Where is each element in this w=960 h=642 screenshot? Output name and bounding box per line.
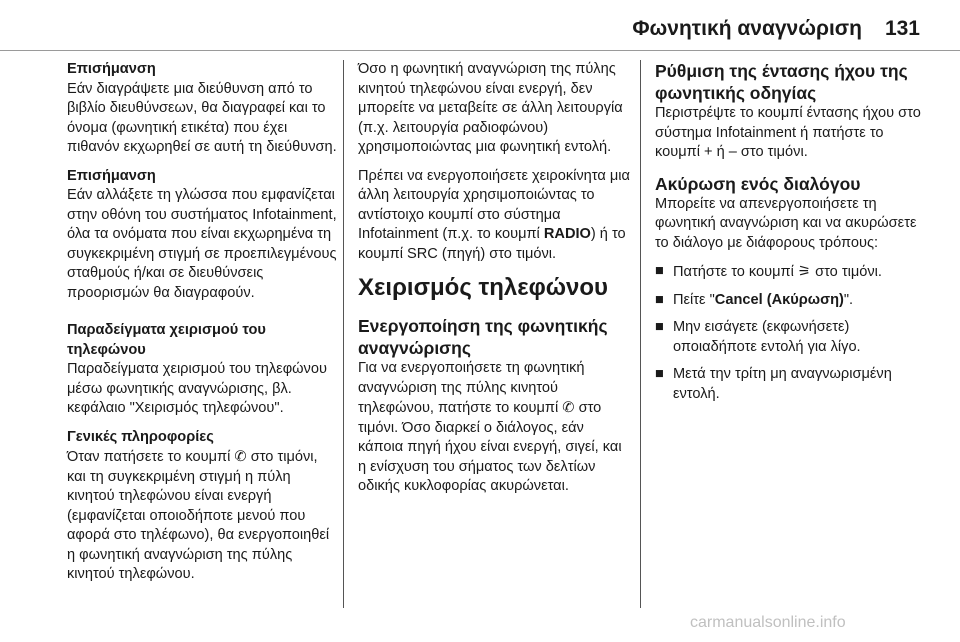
note-title: Επισήμανση xyxy=(67,61,156,77)
list-item: ■ Μετά την τρίτη μη αναγνωρισμένη εντολή. xyxy=(655,366,892,402)
voice-cancel-icon: ⚞ xyxy=(797,263,812,280)
note-title: Επισήμανση xyxy=(67,167,156,184)
cancel-heading: Ακύρωση ενός διαλόγου xyxy=(655,173,861,194)
page-title: Φωνητική αναγνώριση xyxy=(632,17,862,40)
watermark: carmanualsonline.info xyxy=(690,614,846,631)
section-title: Χειρισμός τηλεφώνου xyxy=(358,274,609,301)
volume-body: Περιστρέψτε το κουμπί έντασης ήχου στο σύστημα Infotainment ή πατήστε το κουμπί + ή – στο τιμόνι. xyxy=(655,105,921,160)
radio-button-label: RADIO xyxy=(543,226,591,242)
activation-heading: Ενεργοποίηση της φωνητικής αναγνώρισης xyxy=(358,316,608,358)
page-header xyxy=(0,0,960,50)
list-item: ■ Πατήστε το κουμπί ⚞ στο τιμόνι. xyxy=(655,263,882,280)
general-info-body: Όταν πατήσετε το κουμπί ✆ στο τιμόνι, και τη συγκεκριμένη στιγμή η πύλη κινητού τηλεφώνου είναι ενεργή (εμφανίζεται οποιοδήποτε μενού που αφορά στο τηλέφωνο), θα ενεργοποιηθεί η φωνητική αναγνώριση της πύλης κινητού τηλεφώνου. xyxy=(67,448,330,582)
volume-heading: Ρύθμιση της έντασης ήχου της φωνητικής οδηγίας xyxy=(655,61,908,103)
voice-command-icon: ✆ xyxy=(234,448,247,465)
list-item: ■ Πείτε "Cancel (Ακύρωση)". xyxy=(655,291,925,311)
square-bullet-icon: ■ xyxy=(655,319,664,335)
paragraph: Πρέπει να ενεργοποιήσετε χειροκίνητα μια άλλη λειτουργία χρησιμοποιώντας το αντίστοιχο κουμπί στο σύστημα Infotainment (π.χ. το κουμπί RADIO) ή το κουμπί SRC (πηγή) στο τιμόνι. xyxy=(358,167,630,262)
square-bullet-icon: ■ xyxy=(655,291,664,308)
column-divider-2 xyxy=(640,60,641,608)
page-number: 131 xyxy=(884,17,920,40)
note-body: Εάν διαγράψετε μια διεύθυνση από το βιβλίο διευθύνσεων, θα διαγραφεί και το όνομα (φωνητική ετικέτα) που έχει πιθανόν εκχωρηθεί σε αυτή τη διεύθυνση. xyxy=(67,80,337,155)
cancel-body: Μπορείτε να απενεργοποιήσετε τη φωνητική αναγνώριση και να ακυρώσετε το διάλογο με διάφορους τρόπους: xyxy=(655,195,917,251)
note-body: Εάν αλλάξετε τη γλώσσα που εμφανίζεται στην οθόνη του συστήματος Infotainment, όλα τα ονόματα που είναι εκχωρημένα τη συγκεκριμένη στιγμή σε προεπιλεγμένους σταθμούς ή/και σε διευθύνσεις προορισμών θα διαγραφούν. xyxy=(67,187,337,301)
square-bullet-icon: ■ xyxy=(655,366,664,382)
examples-heading: Παραδείγματα χειρισμού του τηλεφώνου xyxy=(67,322,266,358)
general-info-heading: Γενικές πληροφορίες xyxy=(67,428,214,445)
voice-command-icon: ✆ xyxy=(562,399,575,416)
header-divider xyxy=(0,50,960,51)
examples-body: Παραδείγματα χειρισμού του τηλεφώνου μέσω φωνητικής αναγνώρισης, βλ. κεφάλαιο "Χειρισμός τηλεφώνου". xyxy=(67,361,327,416)
column-3 xyxy=(655,60,925,412)
list-item: ■ Μην εισάγετε (εκφωνήσετε) οποιαδήποτε εντολή για λίγο. xyxy=(655,319,861,355)
column-divider-1 xyxy=(343,60,344,608)
activation-body: Για να ενεργοποιήσετε τη φωνητική αναγνώριση της πύλης κινητού τηλεφώνου, πατήστε το κουμπί ✆ στο τιμόνι. Όσο διαρκεί ο διάλογος, εάν κάποια πηγή ήχου είναι ενεργή, σιγεί, και η ενίσχυση του σήματος των δελτίων οδικής κυκλοφορίας ακυρώνεται. xyxy=(358,360,622,494)
paragraph: Όσο η φωνητική αναγνώριση της πύλης κινητού τηλεφώνου είναι ενεργή, δεν μπορείτε να μεταβείτε σε άλλη λειτουργία (π.χ. λειτουργία ραδιοφώνου) χρησιμοποιώντας μια φωνητική εντολή. xyxy=(358,61,623,155)
column-1 xyxy=(67,60,337,594)
square-bullet-icon: ■ xyxy=(655,263,664,279)
column-2 xyxy=(358,60,630,506)
cancel-methods-list xyxy=(655,262,925,404)
